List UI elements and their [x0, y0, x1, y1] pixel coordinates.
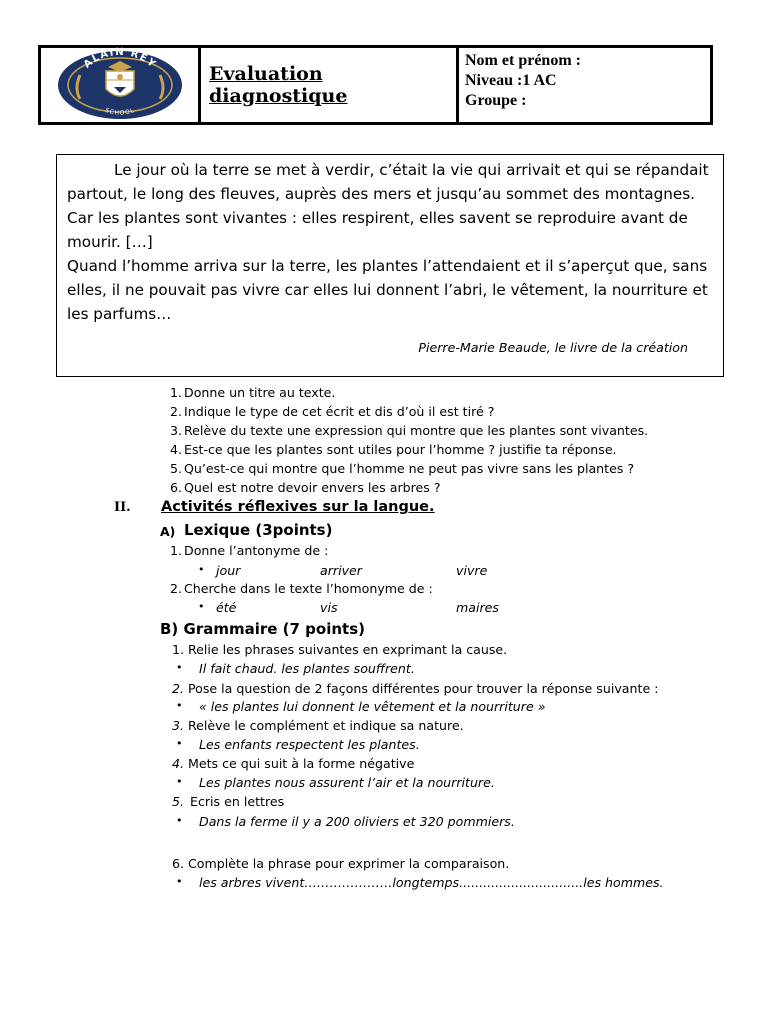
list-item: 2. Indique le type de cet écrit et dis d’où il est tiré ?	[169, 404, 495, 419]
word-item: jour	[216, 563, 241, 578]
example-sentence: Les plantes nous assurent l’air et la nourriture.	[199, 775, 495, 790]
example-sentence: Les enfants respectent les plantes.	[199, 737, 420, 752]
example-sentence: « les plantes lui donnent le vêtement et la nourriture »	[199, 699, 546, 714]
logo-cell	[41, 48, 201, 122]
bullet-icon: •	[176, 875, 183, 888]
text-author: Pierre-Marie Beaude, le livre de la création	[418, 340, 688, 355]
text-paragraph-2: Quand l’homme arriva sur la terre, les plantes l’attendaient et il s’aperçut que, sans elles, il ne pouvait pas vivre car elles lui donnent l’abri, le vêtement, la nourriture et les parfums…	[67, 257, 708, 323]
level-field-label: Niveau :1 AC	[465, 72, 557, 89]
bullet-icon: •	[198, 563, 205, 576]
logo-bottom-text: SCHOOL	[103, 106, 136, 117]
logo-top-text: ALAIN REY	[81, 47, 158, 71]
header-table	[38, 45, 713, 125]
title-cell	[201, 48, 459, 122]
list-item: 1. Donne l’antonyme de :	[169, 543, 329, 558]
list-item: 1. Donne un titre au texte.	[169, 385, 336, 400]
bullet-icon: •	[176, 699, 183, 712]
list-item: 5. Qu’est-ce qui montre que l’homme ne peut pas vivre sans les plantes ?	[169, 461, 635, 476]
list-item: 2. Pose la question de 2 façons différentes pour trouver la réponse suivante :	[171, 681, 659, 696]
subsection-title-lexique: Lexique (3points)	[184, 521, 333, 539]
word-item: arriver	[320, 563, 362, 578]
word-item: vis	[320, 600, 338, 615]
list-item: 3. Relève du texte une expression qui montre que les plantes sont vivantes.	[169, 423, 649, 438]
student-info-cell	[459, 48, 710, 122]
list-item: 3. Relève le complément et indique sa nature.	[171, 718, 464, 733]
subsection-letter: A)	[160, 524, 176, 539]
list-item: 4. Est-ce que les plantes sont utiles pour l’homme ? justifie ta réponse.	[169, 442, 617, 457]
bullet-icon: •	[198, 600, 205, 613]
list-item: 6. Complète la phrase pour exprimer la comparaison.	[171, 856, 510, 871]
text-paragraph-1: Le jour où la terre se met à verdir, c’était la vie qui arrivait et qui se répandait partout, le long des fleuves, auprès des mers et jusqu’au sommet des montagnes. Car les plantes sont vivantes : elles respirent, elles savent se reproduire avant de mourir. […]	[67, 161, 709, 251]
example-sentence: Dans la ferme il y a 200 oliviers et 320 pommiers.	[199, 814, 515, 829]
group-field-label: Groupe :	[465, 92, 527, 109]
subsection-title-grammaire: B) Grammaire (7 points)	[160, 620, 365, 638]
example-sentence: Il fait chaud. les plantes souffrent.	[199, 661, 415, 676]
bullet-icon: •	[176, 661, 183, 674]
reading-text-box	[56, 154, 724, 377]
bullet-icon: •	[176, 775, 183, 788]
bullet-icon: •	[176, 814, 183, 827]
list-item: 1. Relie les phrases suivantes en exprimant la cause.	[171, 642, 508, 657]
page-title: Evaluation diagnostique	[209, 63, 348, 107]
school-logo	[50, 47, 190, 123]
word-item: été	[216, 600, 237, 615]
bullet-icon: •	[176, 737, 183, 750]
word-item: maires	[456, 600, 499, 615]
list-item: 2. Cherche dans le texte l’homonyme de :	[169, 581, 433, 596]
word-item: vivre	[456, 563, 488, 578]
name-field-label: Nom et prénom :	[465, 52, 581, 69]
section-number: II.	[114, 500, 131, 515]
section-title: Activités réflexives sur la langue.	[161, 499, 435, 515]
list-item: 4. Mets ce qui suit à la forme négative	[171, 756, 415, 771]
example-sentence: les arbres vivent…………………longtemps...............................les hommes.	[199, 875, 664, 890]
list-item: 6. Quel est notre devoir envers les arbres ?	[169, 480, 441, 495]
list-item: 5. Ecris en lettres	[171, 794, 285, 809]
